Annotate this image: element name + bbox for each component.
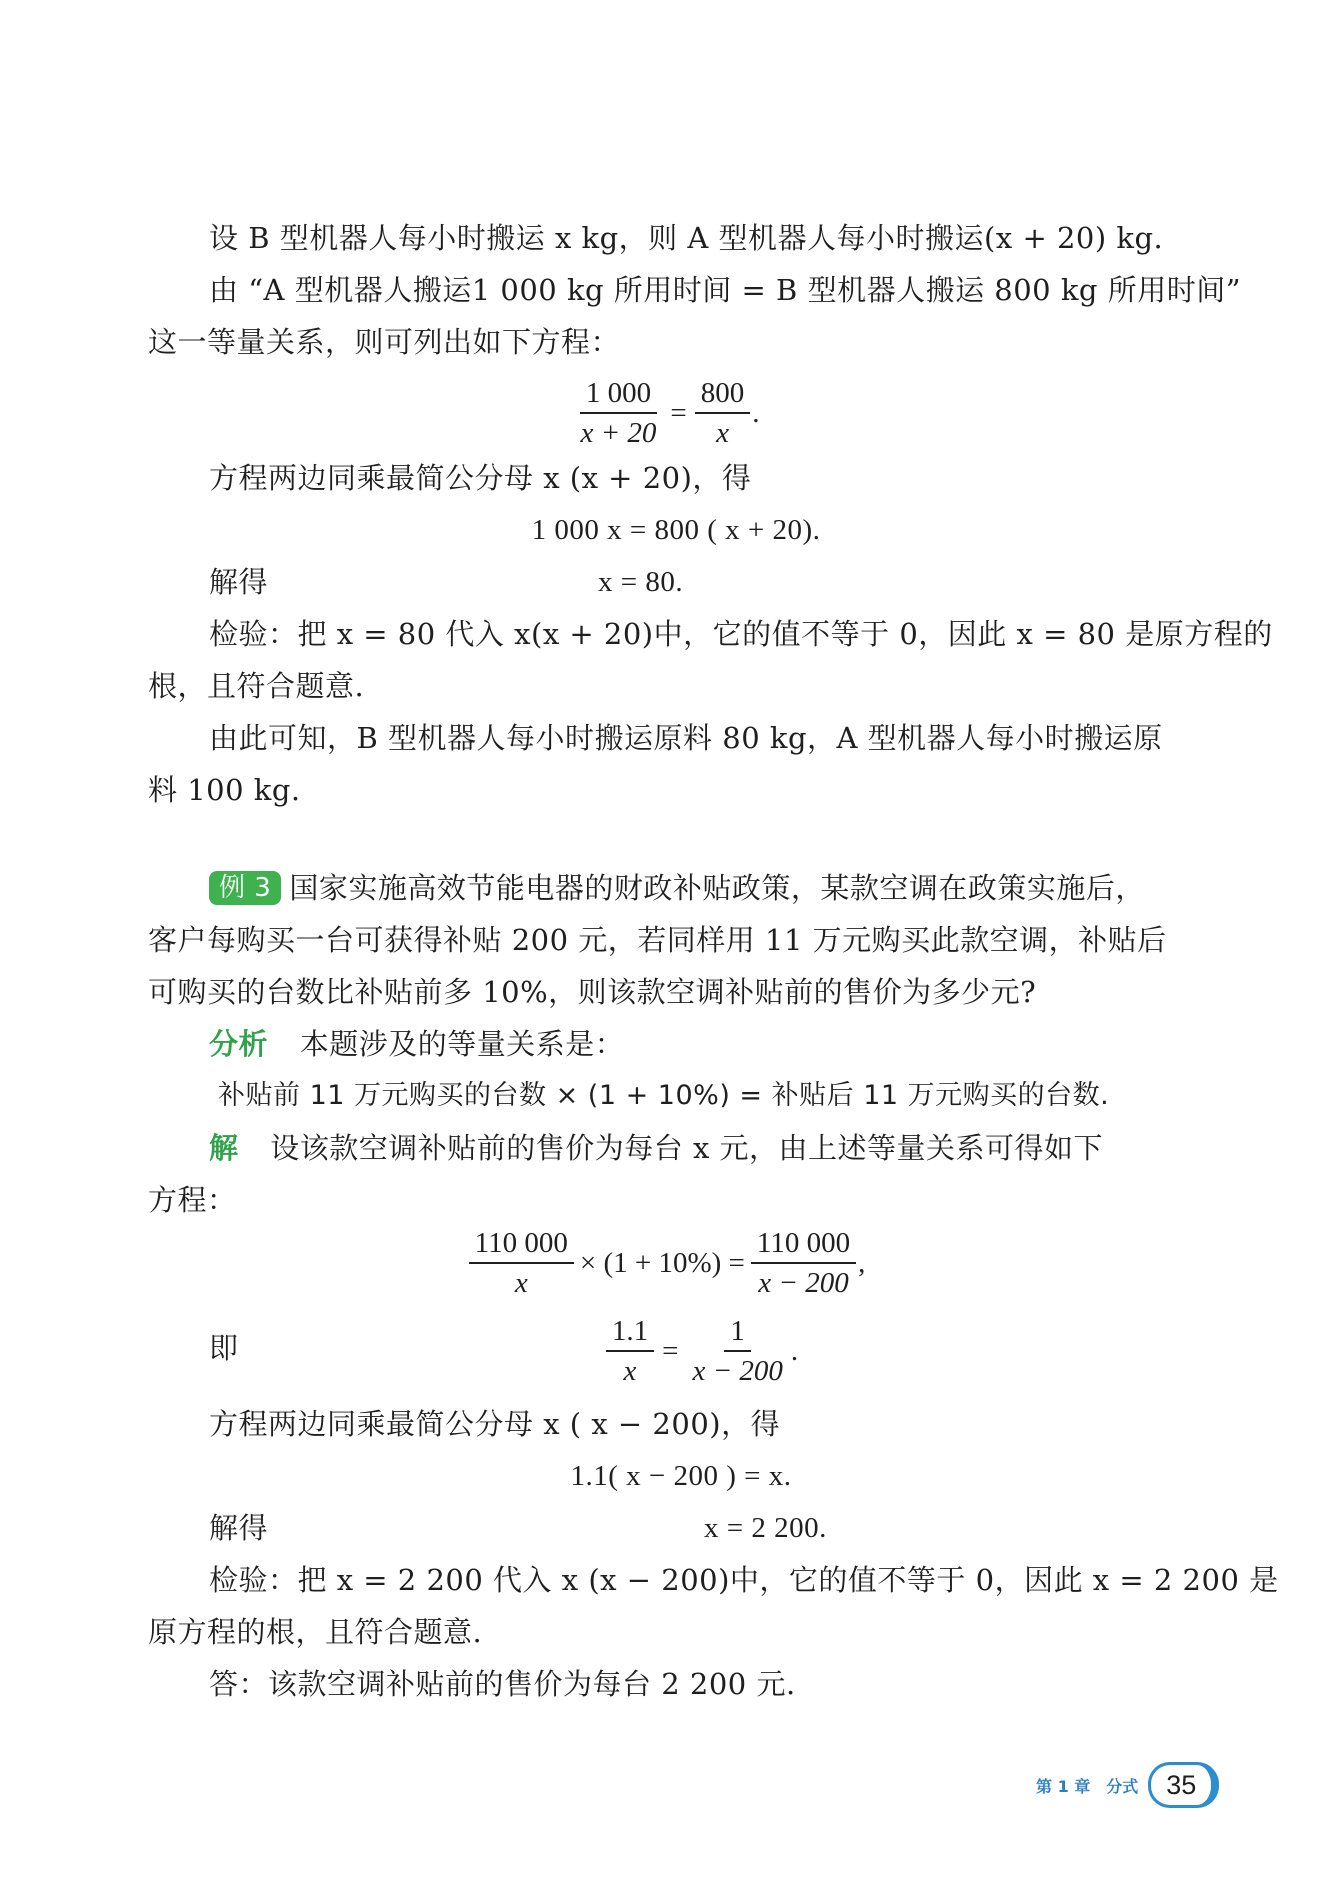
equation-operator: × (1 + 10%) = [579,1246,745,1279]
fraction: $\frac{1.1}{x}$ [606,1314,654,1388]
analysis-equation: 补贴前 11 万元购买的台数 × (1 + 10%) = 补贴后 11 万元购买的台数. [218,1080,1110,1111]
solve-label: 解得 [209,1511,269,1545]
page-footer [1036,1762,1219,1808]
fraction: $\frac{800}{x}$ [695,376,751,450]
fraction: $\frac{1 000}{x + 20}$ [580,377,657,449]
paragraph-line: 料 100 kg. [148,773,301,807]
paragraph-line: 这一等量关系，则可列出如下方程： [148,325,621,359]
solution-label: 解 [209,1131,239,1165]
analysis-label: 分析 [209,1027,269,1061]
paragraph-line: 检验：把 x = 2 200 代入 x (x − 200)中，它的值不等于 0，因此 x = 2 200 是 [209,1563,1279,1597]
solution-line [209,1128,1103,1168]
analysis-line [209,1024,624,1064]
paragraph-line: 方程： [148,1183,237,1217]
equation-2: 1 000 x = 800 ( x + 20). [531,514,821,546]
page-number: 35 [1148,1762,1219,1808]
paragraph-line: 设 B 型机器人每小时搬运 x kg，则 A 型机器人每小时搬运(x + 20) kg. [209,221,1164,255]
analysis-text: 本题涉及的等量关系是： [299,1027,625,1061]
paragraph-line: 原方程的根，且符合题意. [148,1615,483,1649]
solution-text: 设该款空调补贴前的售价为每台 x 元，由上述等量关系可得如下 [270,1131,1104,1165]
example-3-heading [209,868,1145,908]
paragraph-line: 可购买的台数比补贴前多 10%，则该款空调补贴前的售价为多少元? [148,975,1037,1009]
equation-5: 1.1( x − 200 ) = x. [570,1460,792,1492]
fraction: $\frac{1}{x - 200}$ [692,1315,783,1387]
answer-line: 答：该款空调补贴前的售价为每台 2 200 元. [209,1667,796,1701]
solve-equation: x = 2 200. [704,1512,827,1544]
solve-equation: x = 80. [598,566,684,598]
paragraph-line: 方程两边同乘最简公分母 x (x + 20)，得 [209,461,752,495]
paragraph-line: 方程两边同乘最简公分母 x ( x − 200)，得 [209,1407,781,1441]
equation-1: $\frac{1 000}{x + 20}$ = $\frac{800}{x}$ . [0,376,1332,450]
equation-3: $\frac{110 000}{x}$ × (1 + 10%) = $\frac{110 000}{x - 200}$ , [0,1226,1332,1300]
equation-4: $\frac{1.1}{x}$ = $\frac{1}{x - 200}$ . [0,1314,1332,1388]
example-text: 国家实施高效节能电器的财政补贴政策，某款空调在政策实施后， [289,871,1145,905]
chapter-label: 第 1 章 分式 [1036,1776,1139,1796]
paragraph-line: 由此可知，B 型机器人每小时搬运原料 80 kg，A 型机器人每小时搬运原 [209,721,1163,755]
paragraph-line: 根，且符合题意. [148,669,365,703]
paragraph-line: 由 “A 型机器人搬运1 000 kg 所用时间 = B 型机器人搬运 800 kg 所用时间” [209,273,1242,307]
paragraph-line: 客户每购买一台可获得补贴 200 元，若同样用 11 万元购买此款空调，补贴后 [148,923,1167,957]
fraction: $\frac{110 000}{x - 200}$ [751,1226,856,1300]
ji-label: 即 [209,1331,239,1365]
fraction: $\frac{110 000}{x}$ [469,1226,574,1300]
example-badge: 例 3 [209,871,281,905]
solve-label: 解得 [209,565,269,599]
paragraph-line: 检验：把 x = 80 代入 x(x + 20)中，它的值不等于 0，因此 x = 80 是原方程的 [209,617,1273,651]
